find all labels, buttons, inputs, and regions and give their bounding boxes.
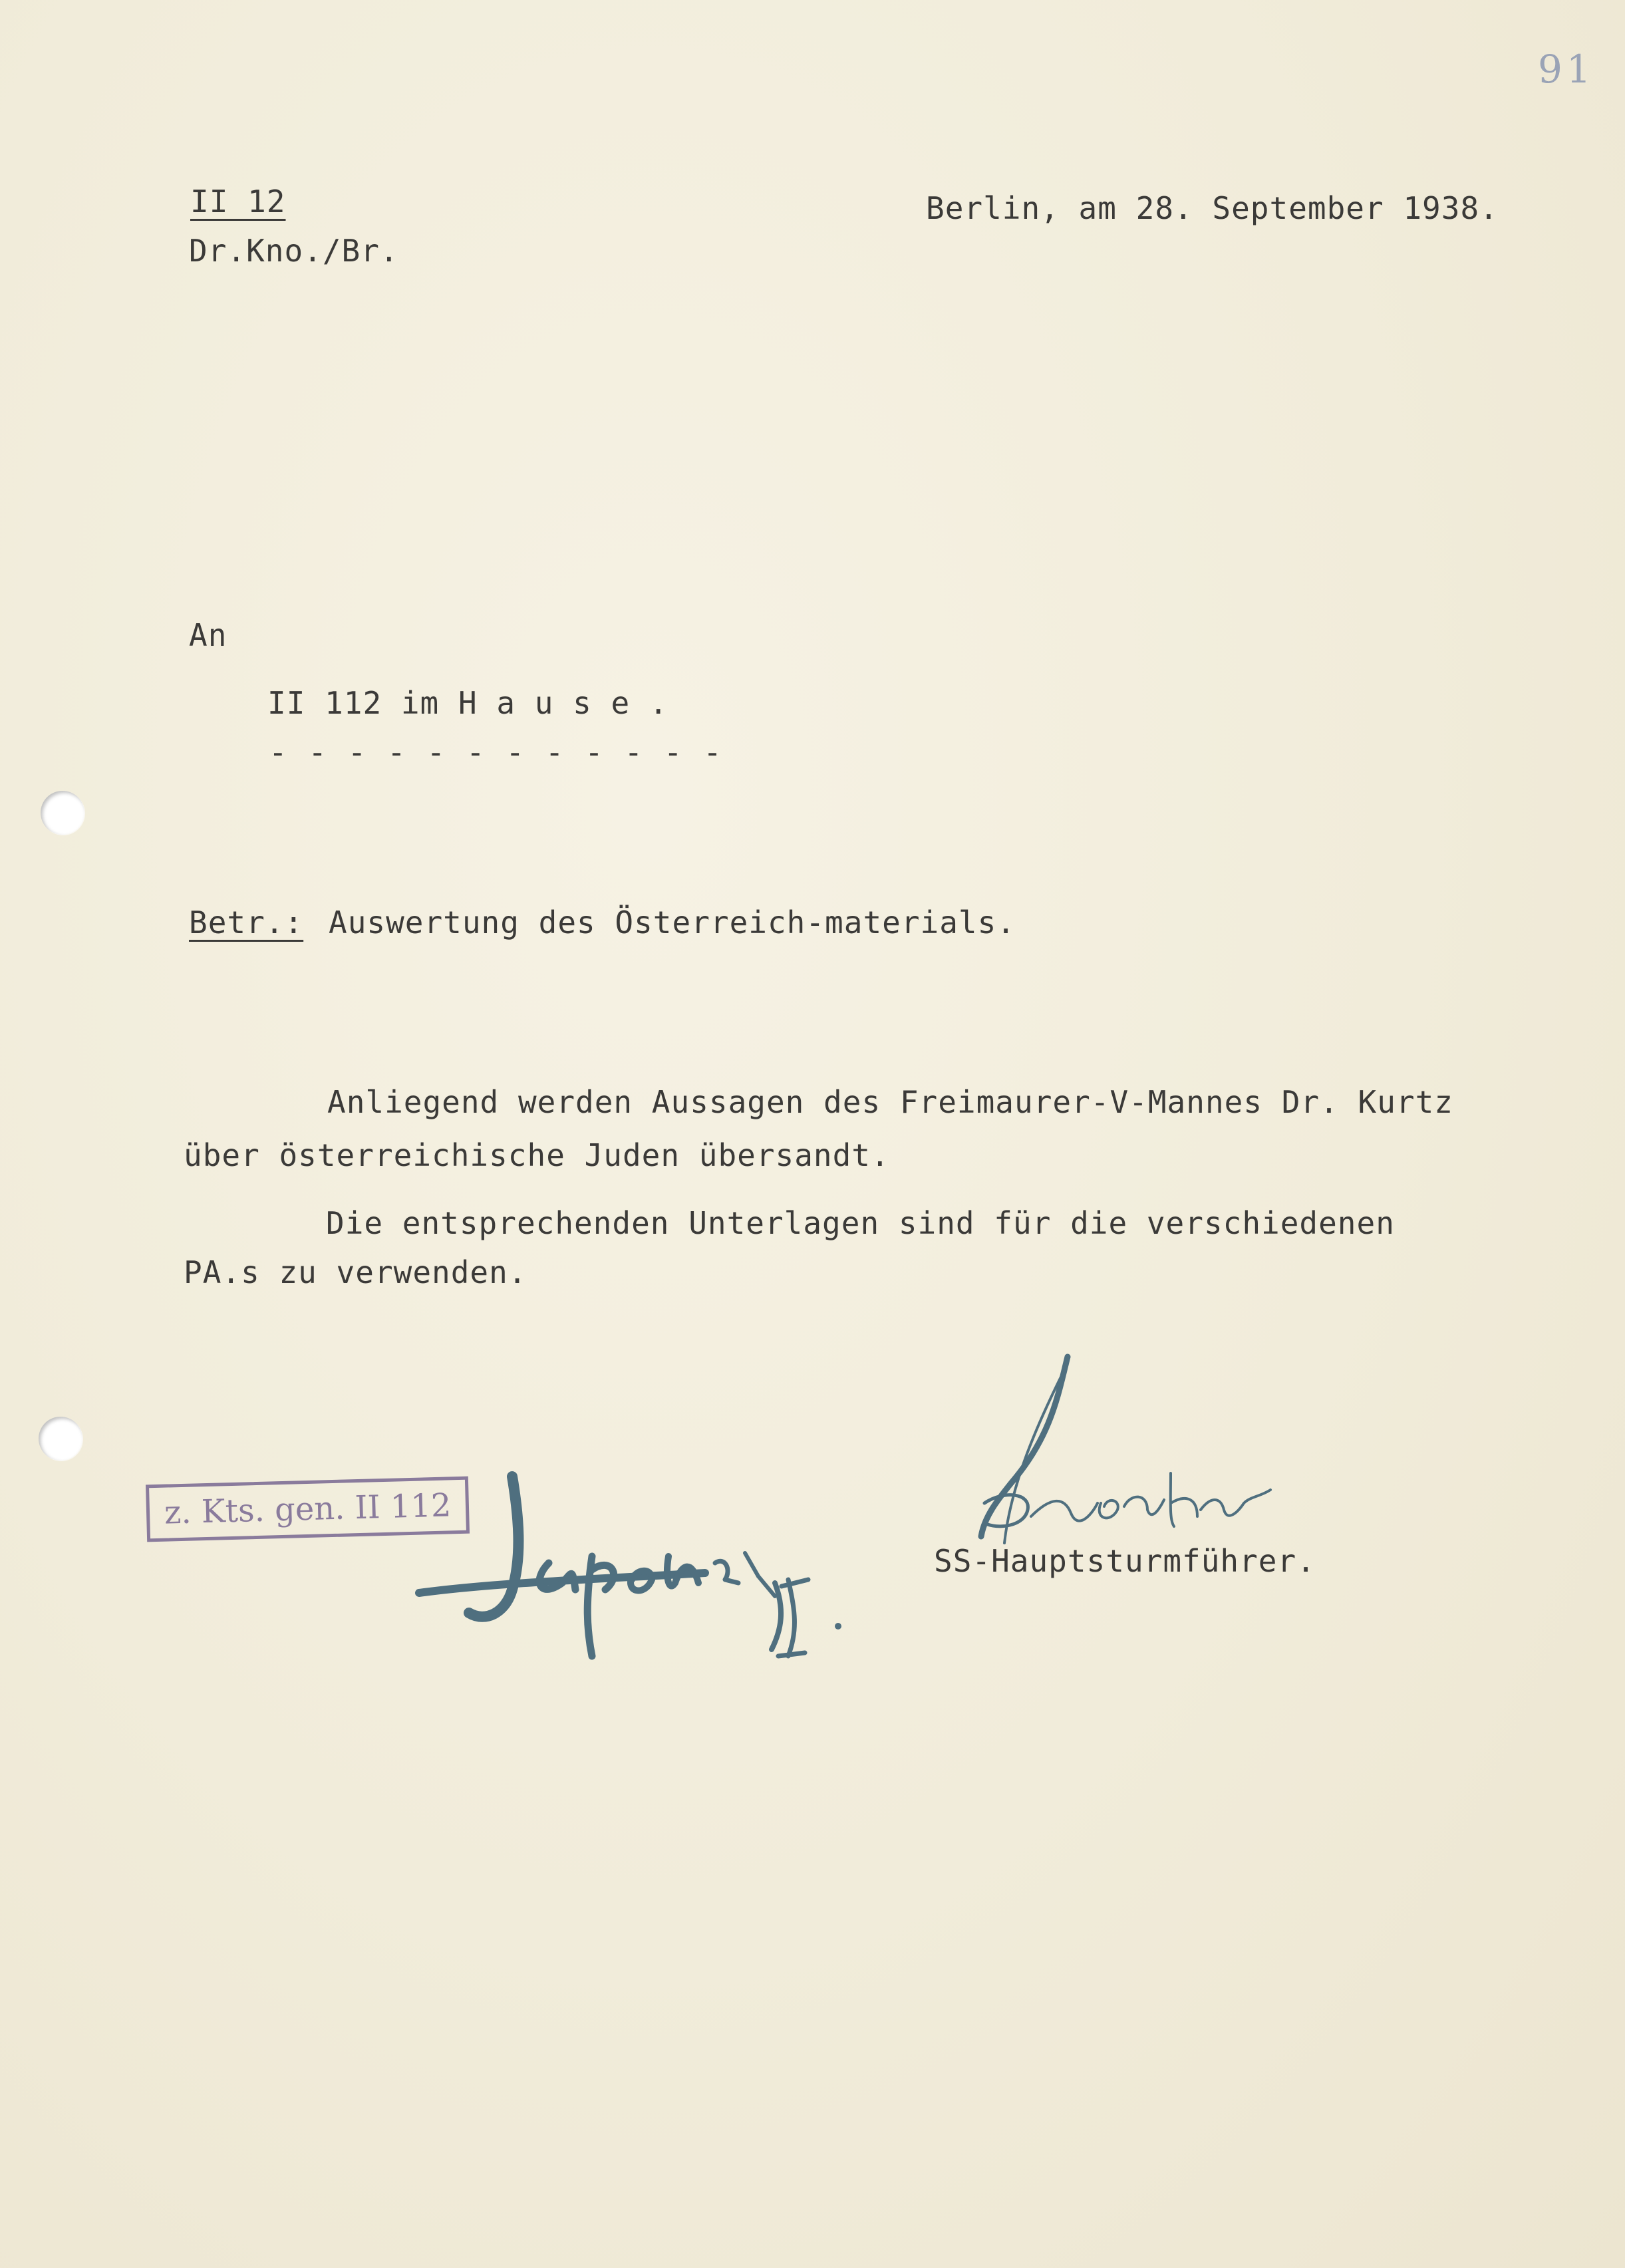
registry-stamp: z. Kts. gen. II 112 <box>146 1477 470 1542</box>
author-initials: Dr.Kno./Br. <box>189 233 399 269</box>
author-signature <box>958 1334 1304 1563</box>
recipient: II 112 im H a u s e . <box>267 685 668 721</box>
reference-code: II 12 <box>190 184 286 219</box>
subject-text: Auswertung des Österreich-materials. <box>329 905 1016 940</box>
author-signature-text: Knochen <box>958 1334 1003 1346</box>
body-paragraph-2-line-1: Die entsprechenden Unterlagen sind für die verschiedenen <box>326 1205 1395 1241</box>
subject-label: Betr.: <box>189 905 304 940</box>
handwritten-note-signature <box>412 1447 878 1676</box>
page-number: 91 <box>1538 47 1595 92</box>
body-paragraph-1-line-1: Anliegend werden Aussagen des Freimaurer-V-Mannes Dr. Kurtz <box>327 1084 1453 1120</box>
recipient-underline-dashes: - - - - - - - - - - - - <box>269 734 723 770</box>
punch-hole-lower <box>39 1417 82 1461</box>
place-date: Berlin, am 28. September 1938. <box>926 190 1499 226</box>
body-paragraph-2-line-2: PA.s zu verwenden. <box>184 1254 527 1290</box>
body-paragraph-1-line-2: über österreichische Juden übersandt. <box>184 1137 890 1173</box>
signatory-rank: SS-Hauptsturmführer. <box>934 1543 1316 1579</box>
punch-hole-upper <box>41 791 84 835</box>
handwritten-note-text: Jagen 29/IX. <box>412 1447 490 1459</box>
address-an: An <box>189 617 227 653</box>
